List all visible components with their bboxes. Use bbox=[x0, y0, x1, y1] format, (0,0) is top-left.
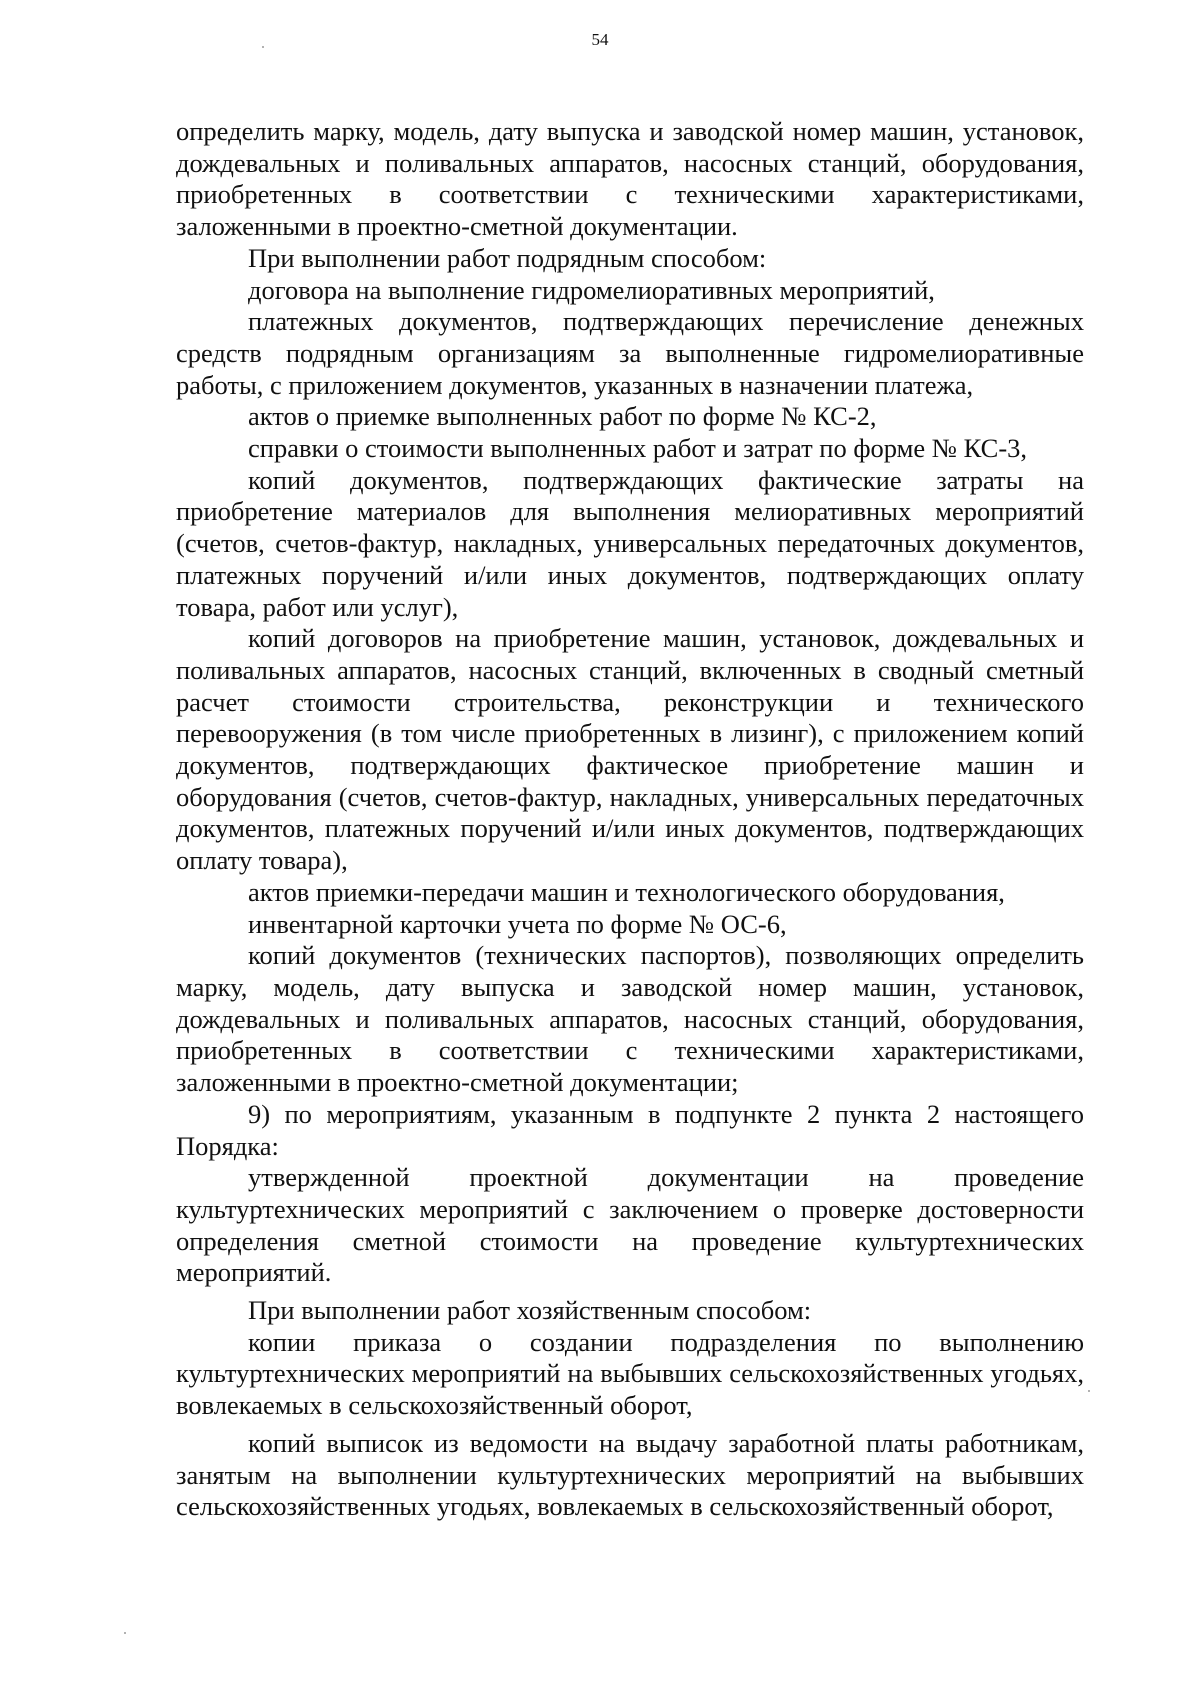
scan-speck bbox=[124, 1632, 126, 1634]
paragraph-os6-cards: инвентарной карточки учета по форме № ОС-6, bbox=[248, 908, 787, 939]
paragraph-ks3-certificates: справки о стоимости выполненных работ и затрат по форме № КС-3, bbox=[248, 433, 1028, 464]
paragraph-economic-method-heading: При выполнении работ хозяйственным способом: bbox=[248, 1295, 812, 1326]
paragraph-project-documentation: утвержденной проектной документации на проведение культуртехнических мероприятий с заключением о проверке достоверности определения сметной стоимости на проведение культуртехнических мероприятий. bbox=[176, 1162, 1084, 1288]
scan-speck bbox=[262, 46, 264, 48]
document-body bbox=[176, 116, 1084, 1523]
page-number: 54 bbox=[591, 30, 609, 49]
paragraph-item-9: 9) по мероприятиям, указанным в подпункте 2 пункта 2 настоящего Порядка: bbox=[176, 1098, 1084, 1161]
paragraph-continuation: определить марку, модель, дату выпуска и заводской номер машин, установок, дождевальных и поливальных аппаратов, насосных станций, оборудования, приобретенных в соответствии с техническими характеристиками, заложенными в проектно-сметной документации. bbox=[176, 116, 1084, 242]
paragraph-contract-method-heading: При выполнении работ подрядным способом: bbox=[248, 242, 767, 273]
paragraph-contracts: договора на выполнение гидромелиоративных мероприятий, bbox=[248, 274, 935, 305]
paragraph-payment-documents: платежных документов, подтверждающих перечисление денежных средств подрядным организациям за выполненные гидромелиоративные работы, с приложением документов, указанных в назначении платежа, bbox=[176, 306, 1084, 400]
paragraph-ks2-acts: актов о приемке выполненных работ по форме № КС-2, bbox=[248, 401, 877, 432]
paragraph-material-costs: копий документов, подтверждающих фактические затраты на приобретение материалов для выполнения мелиоративных мероприятий (счетов, счетов-фактур, накладных, универсальных передаточных документов, платежных поручений и/или иных документов, подтверждающих оплату товара, работ или услуг), bbox=[176, 464, 1084, 622]
paragraph-payroll-extracts: копий выписок из ведомости на выдачу заработной платы работникам, занятым на выполнении культуртехнических мероприятий на выбывших сельскохозяйственных угодьях, вовлекаемых в сельскохозяйственный оборот, bbox=[176, 1427, 1084, 1522]
paragraph-order-copies: копии приказа о создании подразделения по выполнению культуртехнических мероприятий на выбывших сельскохозяйственных угодьях, вовлекаемых в сельскохозяйственный оборот, bbox=[176, 1326, 1084, 1421]
scan-speck bbox=[1088, 1390, 1090, 1392]
paragraph-technical-passports: копий документов (технических паспортов), позволяющих определить марку, модель, дату выпуска и заводской номер машин, установок, дождевальных и поливальных аппаратов, насосных станций, оборудования, приобретенных в соответствии с техническими характеристиками, заложенными в проектно-сметной документации; bbox=[176, 940, 1084, 1098]
paragraph-transfer-acts: актов приемки-передачи машин и технологического оборудования, bbox=[248, 876, 1005, 907]
paragraph-machine-contracts: копий договоров на приобретение машин, установок, дождевальных и поливальных аппаратов, насосных станций, включенных в сводный сметный расчет стоимости строительства, реконструкции и технического перевооружения (в том числе приобретенных в лизинг), с приложением копий документов, подтверждающих фактическое приобретение машин и оборудования (счетов, счетов-фактур, накладных, универсальных передаточных документов, платежных поручений и/или иных документов, подтверждающих оплату товара), bbox=[176, 623, 1084, 876]
